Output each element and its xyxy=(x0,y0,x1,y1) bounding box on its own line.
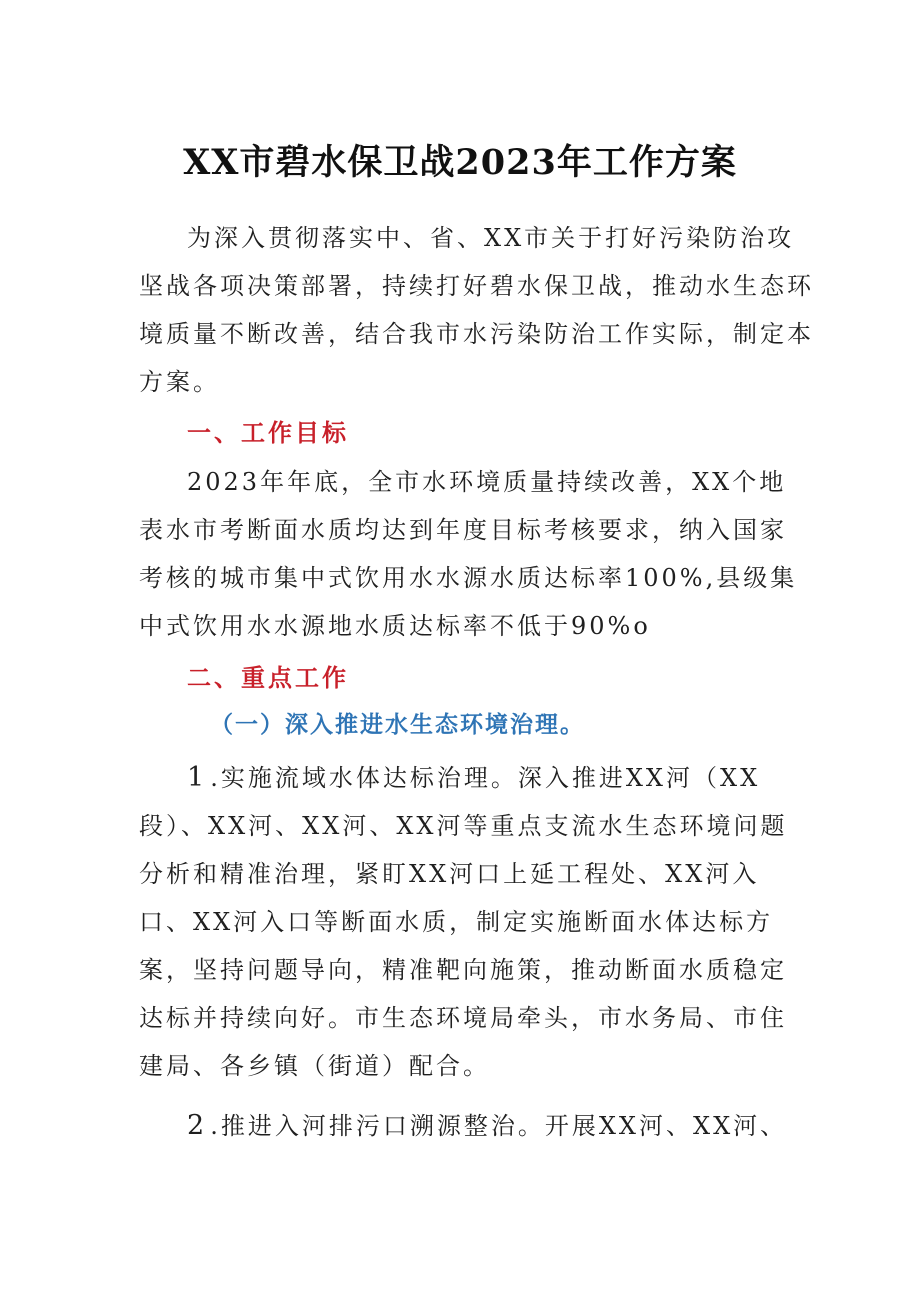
item1-first-line xyxy=(139,754,789,802)
section-heading-goals: 一、工作目标 xyxy=(187,419,349,447)
intro-paragraph xyxy=(139,214,814,406)
item1-line: 口、XX河入口等断面水质，制定实施断面水体达标方 xyxy=(139,908,774,936)
item1-number: 1 xyxy=(187,762,211,793)
section-heading-key-work: 二、重点工作 xyxy=(187,664,349,692)
goals-paragraph xyxy=(139,458,798,650)
goals-line: 表水市考断面水质均达到年度目标考核要求，纳入国家 xyxy=(139,516,787,544)
item2-first-line xyxy=(139,1102,789,1150)
item1-line: 段）、XX河、XX河、XX河等重点支流水生态环境问题 xyxy=(139,812,788,840)
item1-line: 案，坚持问题导向，精准靶向施策，推动断面水质稳定 xyxy=(139,956,787,984)
item2-line-text: .推进入河排污口溯源整治。开展XX河、XX河、 xyxy=(210,1112,788,1140)
goals-line: 考核的城市集中式饮用水水源水质达标率100%,县级集 xyxy=(139,564,798,592)
item2-number: 2 xyxy=(187,1110,211,1141)
item1-line: 达标并持续向好。市生态环境局牵头，市水务局、市住 xyxy=(139,1004,787,1032)
item1-paragraph xyxy=(139,754,789,1090)
intro-line: 境质量不断改善，结合我市水污染防治工作实际，制定本 xyxy=(139,320,814,348)
item1-line: 分析和精准治理，紧盯XX河口上延工程处、XX河入 xyxy=(139,860,760,888)
intro-line: 为深入贯彻落实中、省、XX市关于打好污染防治攻 xyxy=(187,224,795,252)
goals-line: 中式饮用水水源地水质达标率不低于90%o xyxy=(139,612,651,640)
item2-paragraph xyxy=(139,1102,789,1150)
intro-line: 坚战各项决策部署，持续打好碧水保卫战，推动水生态环 xyxy=(139,272,814,300)
goals-line: 2023年年底，全市水环境质量持续改善，XX个地 xyxy=(187,468,787,496)
item1-line: 建局、各乡镇（街道）配合。 xyxy=(139,1052,490,1080)
document-title: XX市碧水保卫战2023年工作方案 xyxy=(183,142,737,183)
intro-line: 方案。 xyxy=(139,368,220,396)
item1-line-text: .实施流域水体达标治理。深入推进XX河（XX xyxy=(210,764,761,792)
subsection-heading-water-ecology: （一）深入推进水生态环境治理。 xyxy=(210,711,585,738)
